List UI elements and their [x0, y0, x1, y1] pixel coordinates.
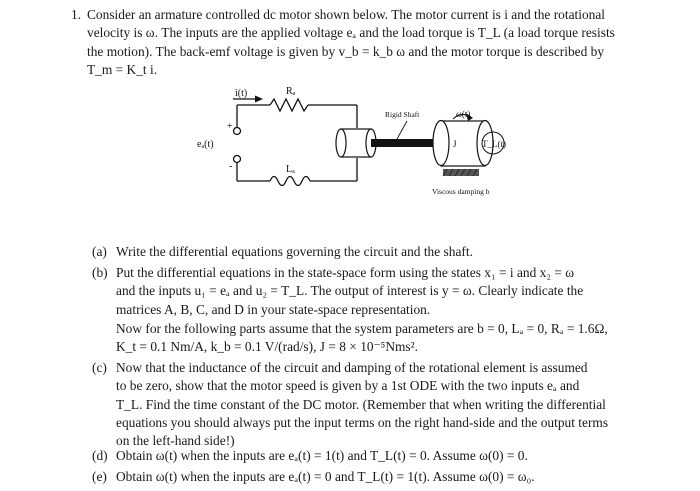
intro-line: Consider an armature controlled dc motor shown below. The motor current is i and the rotational [87, 7, 606, 22]
damping-label: Viscous damping b [432, 187, 490, 196]
part-label: (a) [92, 244, 107, 259]
current-arrow [255, 96, 263, 103]
minus-sign: - [229, 161, 233, 172]
part-label: (d) [92, 448, 108, 463]
part-line: T_L. Find the time constant of the DC motor. (Remember that when writing the differential [116, 396, 606, 412]
resistor-symbol [270, 99, 308, 111]
inductor-symbol [270, 177, 310, 186]
assumption-line: Now for the following parts assume that the system parameters are b = 0, Lₐ = 0, Rₐ = 1.6Ω, [116, 321, 608, 336]
rigid-shaft [371, 139, 441, 147]
intro-line: T_m = K_t i. [87, 61, 158, 77]
inductor-label: Lₐ [286, 164, 295, 175]
current-label: i(t) [235, 88, 248, 99]
part-line: Write the differential equations governing the circuit and the shaft. [116, 244, 473, 259]
shaft-label: Rigid Shaft [385, 110, 420, 119]
part-line: Obtain ω(t) when the inputs are eₐ(t) = 1(t) and T_L(t) = 0. Assume ω(0) = 0. [116, 448, 528, 463]
resistor-label: Rₐ [286, 86, 296, 97]
part-c [92, 359, 668, 450]
part-line: equations you should always put the input terms on the right hand-side and the output terms [116, 414, 609, 430]
assumption-line: K_t = 0.1 Nm/A, k_b = 0.1 V/(rad/s), J = 8 × 10⁻⁵Nms². [116, 339, 418, 355]
part-e [92, 468, 668, 486]
intro-line: velocity is ω. The inputs are the applied voltage eₐ and the load torque is T_L (a load torque resists [87, 25, 615, 41]
intro-line: the motion). The back-emf voltage is given by v_b = k_b ω and the motor torque is described by [87, 43, 605, 59]
part-line: to be zero, show that the motor speed is given by a 1st ODE with the two inputs eₐ and [116, 378, 580, 394]
part-label: (e) [92, 469, 107, 484]
part-line: Obtain ω(t) when the inputs are eₐ(t) = 0 and T_L(t) = 1(t). Assume ω(0) = ω₀. [116, 469, 535, 484]
part-label: (b) [92, 265, 108, 280]
part-line: on the left-hand side!) [116, 433, 235, 449]
motor-circuit-diagram [185, 83, 525, 213]
part-line: and the inputs u₁ = eₐ and u₂ = T_L. The output of interest is y = ω. Clearly indicate the [116, 283, 584, 299]
part-line: Now that the inductance of the circuit and damping of the rotational element is assumed [116, 360, 588, 375]
part-line: matrices A, B, C, and D in your state-space representation. [116, 301, 431, 317]
part-b [92, 264, 668, 319]
plus-sign: + [227, 121, 233, 132]
assumptions-paragraph [116, 320, 668, 357]
omega-label: ω(t) [456, 109, 471, 119]
problem-intro [71, 6, 668, 79]
part-line: Put the differential equations in the state-space form using the states x₁ = i and x₂ = ω [116, 265, 575, 280]
problem-number: 1. [71, 7, 82, 22]
intro-text [87, 6, 668, 79]
voltage-label: eₐ(t) [197, 139, 214, 150]
part-d [92, 447, 668, 465]
inertia-label: J [453, 139, 457, 149]
part-a [92, 243, 668, 261]
load-torque-label: T_L(t) [482, 139, 506, 149]
part-label: (c) [92, 360, 107, 375]
